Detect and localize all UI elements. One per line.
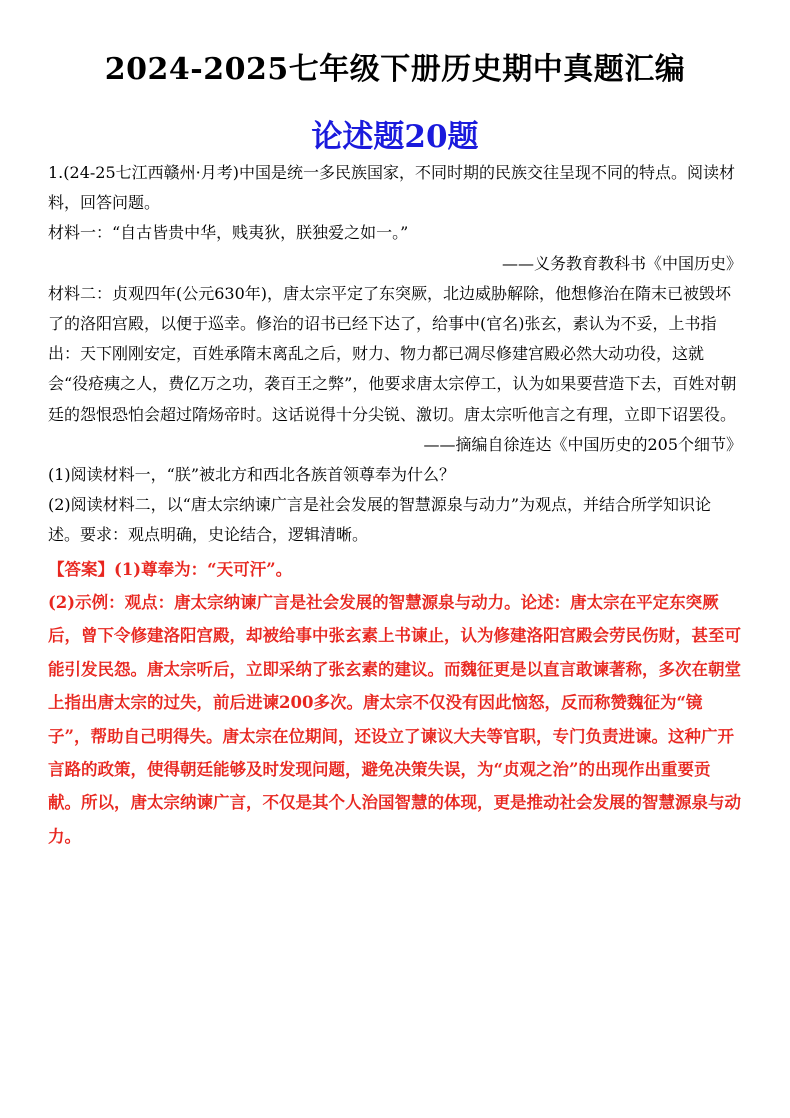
question-stem: 1.(24-25七江西赣州·月考)中国是统一多民族国家，不同时期的民族交往呈现不同的特点。阅读材料，回答问题。 (48, 163, 735, 213)
page-title: 2024-2025七年级下册历史期中真题汇编 (104, 52, 686, 87)
answer-part-1-text: (1)尊奉为：“天可汗”。 (114, 559, 293, 579)
answer-label: 【答案】 (48, 559, 114, 579)
answer-part-1 (48, 553, 742, 586)
page-subtitle: 论述题20题 (311, 119, 479, 155)
material-two: 材料二：贞观四年(公元630年)，唐太宗平定了东突厥，北边威胁解除，他想修治在隋末已被毁坏了的洛阳宫殿，以便于巡幸。修治的诏书已经下达了，给事中(官名)张玄，素认为不妥，上书指出：天下刚刚安定，百姓承隋末离乱之后，财力、物力都已凋尽修建宫殿必然大动功役，这就会“役疮痍之人，费亿万之功，袭百王之弊”，他要求唐太宗停工，认为如果要营造下去，百姓对朝廷的怨恨恐怕会超过隋炀帝时。这话说得十分尖锐、激切。唐太宗听他言之有理，立即下诏罢役。 (48, 283, 737, 424)
material-one: 材料一：“自古皆贵中华，贱夷狄，朕独爱之如一。” (48, 223, 409, 243)
material-one-source: ——义务教育教科书《中国历史》 (501, 253, 742, 273)
answer-part-2: (2)示例：观点：唐太宗纳谏广言是社会发展的智慧源泉与动力。论述：唐太宗在平定东突厥后，曾下令修建洛阳宫殿，却被给事中张玄素上书谏止，认为修建洛阳宫殿会劳民伤财，甚至可能引发民怨。唐太宗听后，立即采纳了张玄素的建议。而魏征更是以直言敢谏著称，多次在朝堂上指出唐太宗的过失，前后进谏200多次。唐太宗不仅没有因此恼怒，反而称赞魏征为“镜子”，帮助自己明得失。唐太宗在位期间，还设立了谏议大夫等官职，专门负责进谏。这种广开言路的政策，使得朝廷能够及时发现问题，避免决策失误，为“贞观之治”的出现作出重要贡献。所以，唐太宗纳谏广言，不仅是其个人治国智慧的体现，更是推动社会发展的智慧源泉与动力。 (48, 593, 741, 846)
question-part-1: (1)阅读材料一，“朕”被北方和西北各族首领尊奉为什么？ (48, 465, 456, 485)
material-two-source: ——摘编自徐连达《中国历史的205个细节》 (423, 434, 742, 454)
answer-block (48, 553, 742, 854)
question-content (48, 158, 742, 853)
question-part-2: (2)阅读材料二，以“唐太宗纳谏广言是社会发展的智慧源泉与动力”为观点，并结合所学知识论述。要求：观点明确，史论结合，逻辑清晰。 (48, 495, 712, 545)
